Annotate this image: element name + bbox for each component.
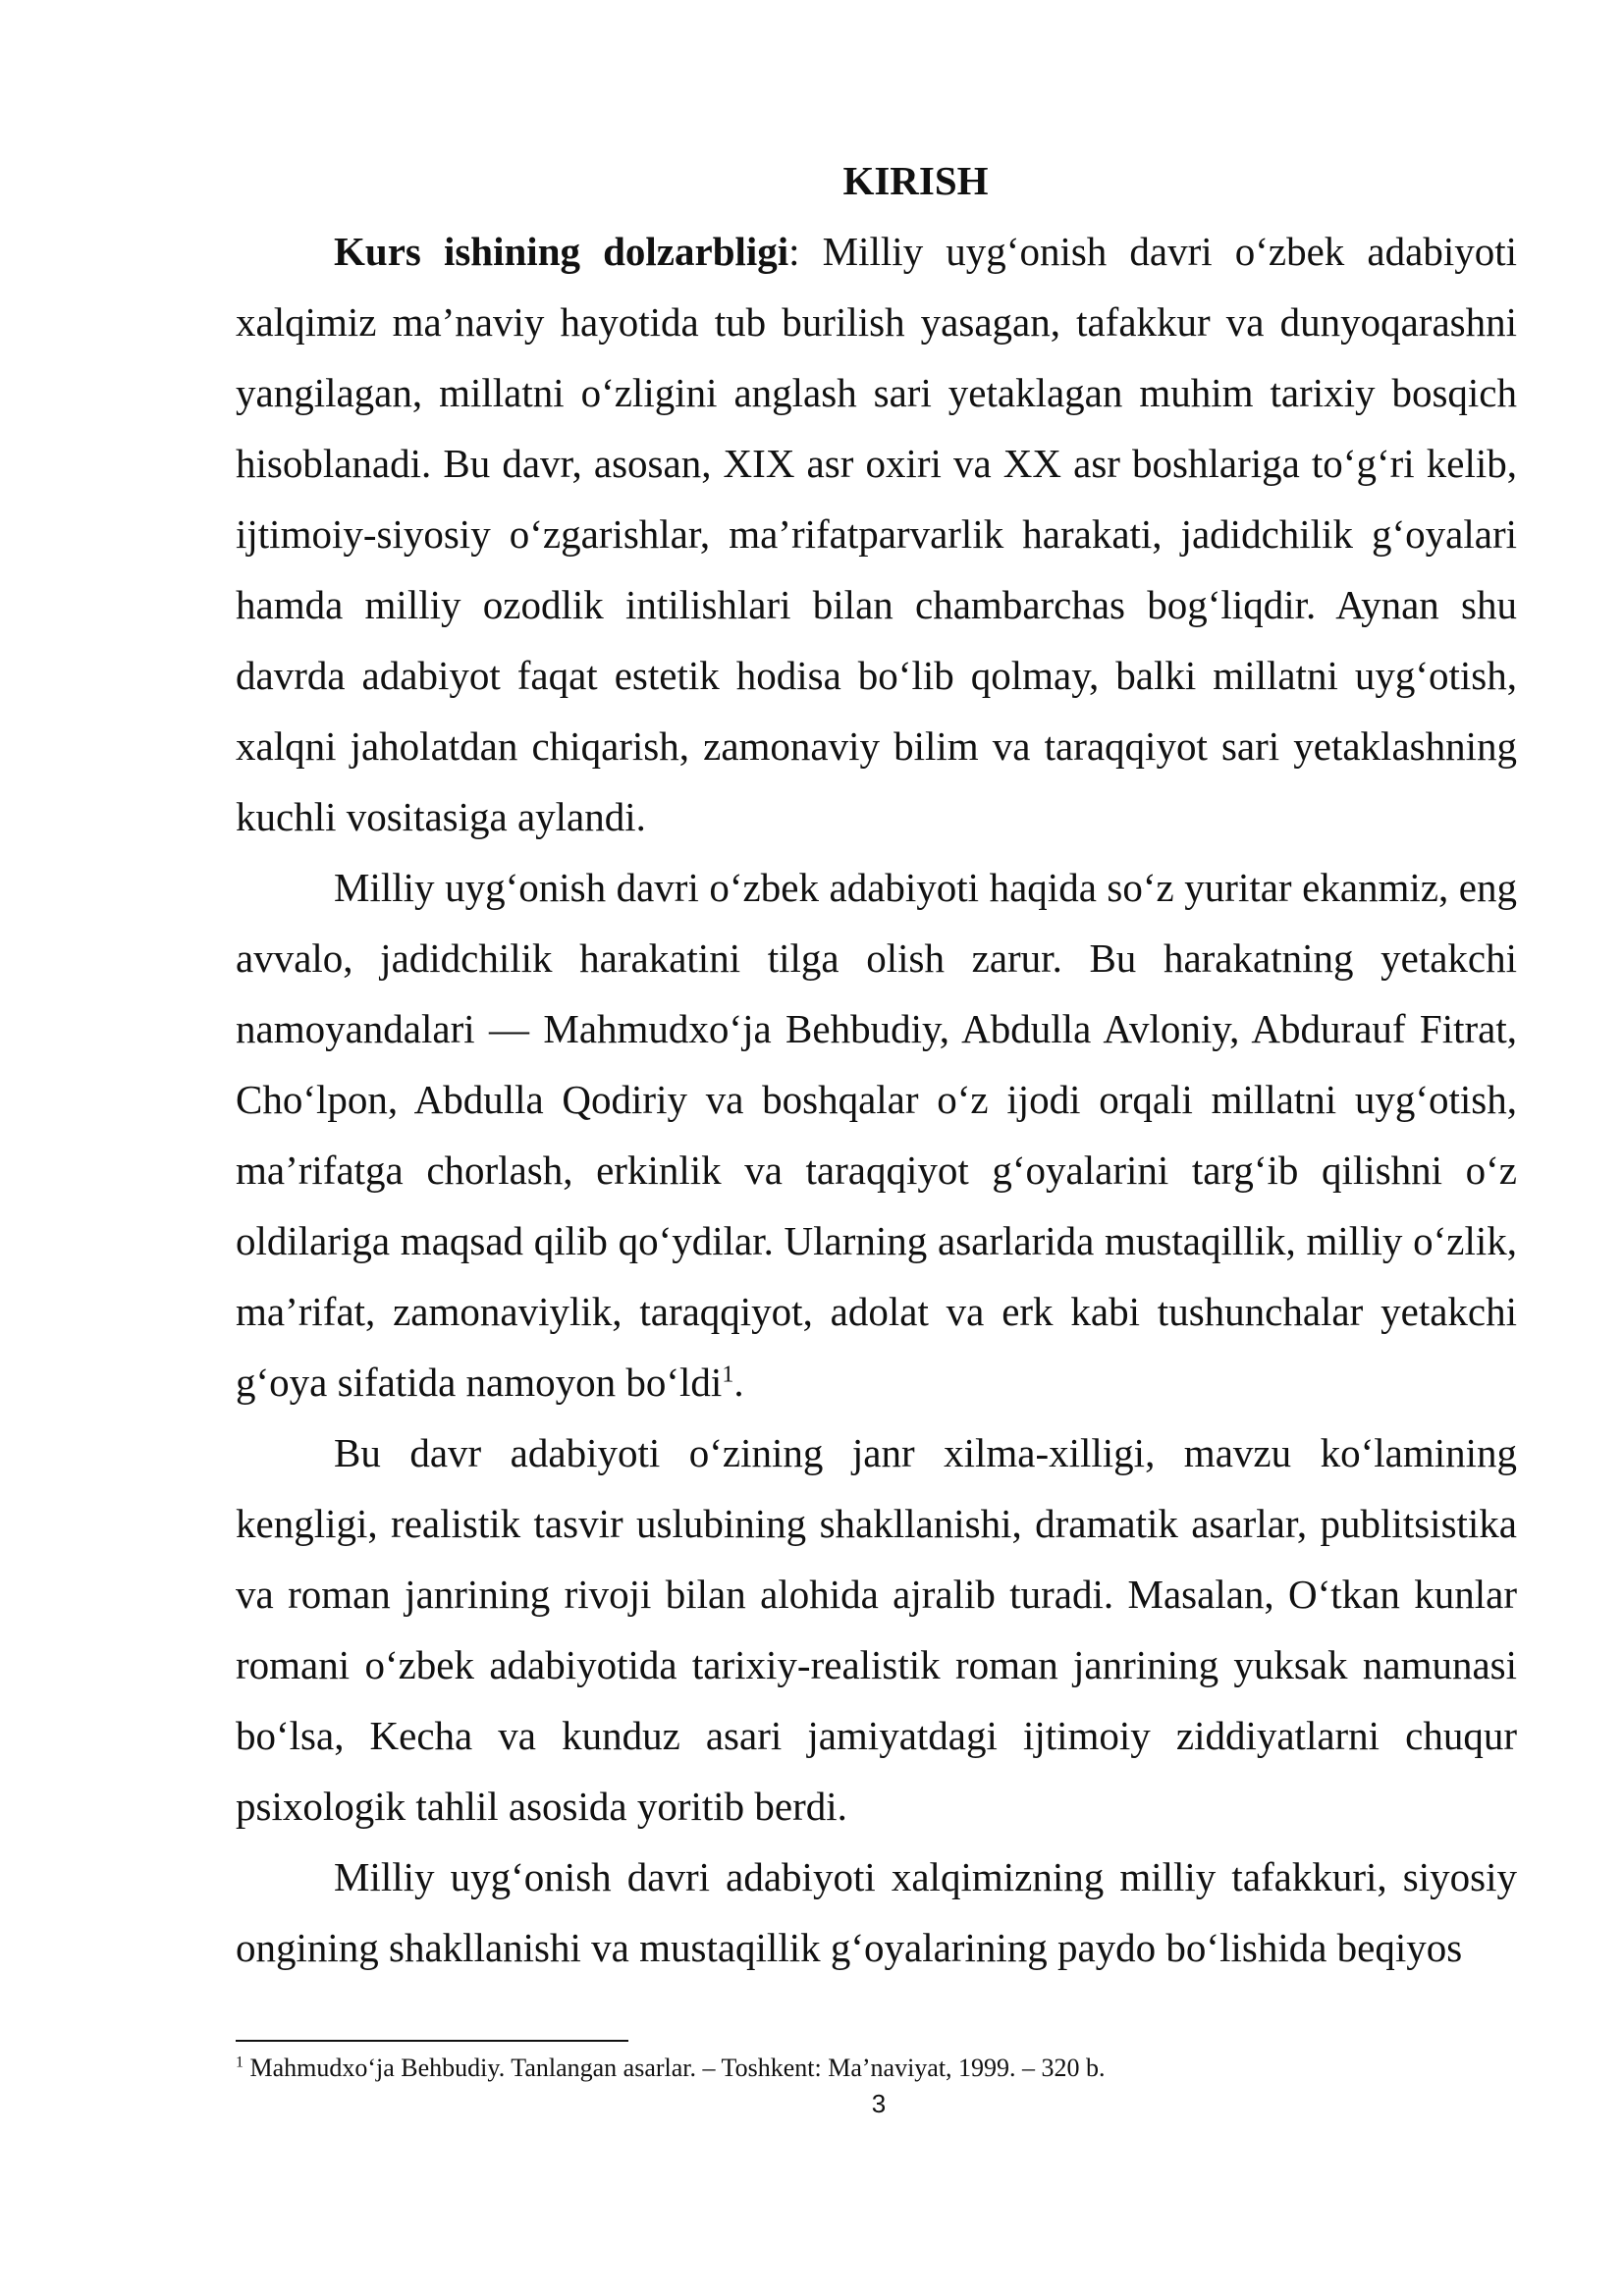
footnote-marker: 1 (236, 2054, 244, 2071)
paragraph-jadidism (236, 852, 1517, 1417)
paragraph-text: Milliy uyg‘onish davri o‘zbek adabiyoti haqida so‘z yuritar ekanmiz, eng avvalo, jadidchilik harakatini tilga olish zarur. Bu harakatning yetakchi namoyandalari — Mahmudxo‘ja Behbudiy, Abdulla Avloniy, Abdurauf Fitrat, Cho‘lpon, Abdulla Qodiriy va boshqalar o‘z ijodi orqali millatni uyg‘otish, ma’rifatga chorlash, erkinlik va taraqqiyot g‘oyalarini targ‘ib qilishni o‘z oldilariga maqsad qilib qo‘ydilar. Ularning asarlarida mustaqillik, milliy o‘zlik, ma’rifat, zamonaviylik, taraqqiyot, adolat va erk kabi tushunchalar yetakchi g‘oya sifatida namoyon bo‘ldi (236, 865, 1517, 1405)
paragraph-significance (236, 1842, 1517, 1983)
paragraph-relevance (236, 216, 1517, 852)
main-text (236, 145, 1517, 1983)
page-number: 3 (871, 2089, 887, 2118)
footnote-divider (236, 2040, 628, 2042)
footnote-reference[interactable]: 1 (722, 1362, 734, 1388)
paragraph-text: Milliy uyg‘onish davri adabiyoti xalqimizning milliy tafakkuri, siyosiy ongining shakllanishi va mustaqillik g‘oyalarining paydo bo‘lishida beqiyos (236, 1854, 1517, 1970)
page-title: KIRISH (842, 158, 989, 203)
paragraph-text: Bu davr adabiyoti o‘zining janr xilma-xilligi, mavzu ko‘lamining kengligi, realistik tasvir uslubining shakllanishi, dramatik asarlar, publitsistika va roman janrining rivoji bilan alohida ajralib turadi. Masalan, O‘tkan kunlar romani o‘zbek adabiyotida tarixiy-realistik roman janrining yuksak namunasi bo‘lsa, Kecha va kunduz asari jamiyatdagi ijtimoiy ziddiyatlarni chuqur psixologik tahlil asosida yoritib berdi. (236, 1430, 1517, 1829)
paragraph-lead: Kurs ishining dolzarbligi (334, 229, 789, 274)
paragraph-tail: . (733, 1360, 744, 1405)
footnote (236, 2052, 1517, 2085)
paragraph-genres (236, 1417, 1517, 1842)
paragraph-text: : Milliy uyg‘onish davri o‘zbek adabiyoti xalqimiz ma’naviy hayotida tub burilish yasagan, tafakkur va dunyoqarashni yangilagan, millatni o‘zligini anglash sari yetaklagan muhim tarixiy bosqich hisoblanadi. Bu davr, asosan, XIX asr oxiri va XX asr boshlariga to‘g‘ri kelib, ijtimoiy-siyosiy o‘zgarishlar, ma’rifatparvarlik harakati, jadidchilik g‘oyalari hamda milliy ozodlik intilishlari bilan chambarchas bog‘liqdir. Aynan shu davrda adabiyot faqat estetik hodisa bo‘lib qolmay, balki millatni uyg‘otish, xalqni jaholatdan chiqarish, zamonaviy bilim va taraqqiyot sari yetaklashning kuchli vositasiga aylandi. (236, 229, 1517, 839)
footnote-text: Mahmudxo‘ja Behbudiy. Tanlangan asarlar. – Toshkent: Ma’naviyat, 1999. – 320 b. (244, 2054, 1106, 2082)
